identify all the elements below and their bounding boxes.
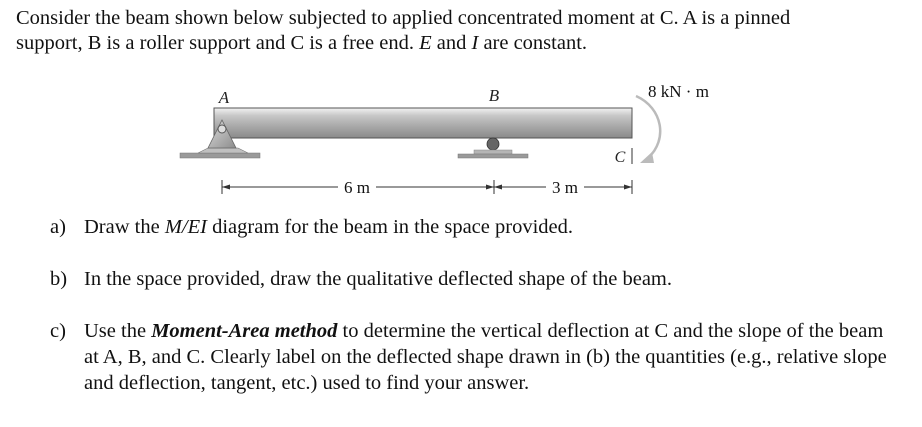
- question-a-letter: a): [50, 216, 66, 238]
- intro-end: are constant.: [478, 32, 588, 54]
- question-b: [50, 266, 900, 292]
- dim-bc-label: 3 m: [552, 178, 578, 197]
- intro-line-1: Consider the beam shown below subjected to applied concentrated moment at C. A is a pinned: [16, 7, 791, 29]
- intro-and: and: [431, 32, 472, 54]
- dim-ab-label: 6 m: [344, 178, 370, 197]
- label-a: A: [218, 88, 230, 107]
- roller-support-b: [458, 138, 528, 158]
- intro-line-2: support, B is a roller support and C is a free end.: [16, 32, 420, 54]
- moment-label: 8 kN · m: [648, 82, 709, 101]
- question-c-text: Use the Moment-Area method to determine the vertical deflection at C and the slope of the beam at A, B, and C. Clearly label on the deflected shape drawn in (b) the quantities (e.g., relative slope and deflection, tangent, etc.) used to find your answer.: [84, 320, 887, 394]
- question-c: [50, 318, 900, 396]
- moment-area-method: Moment-Area method: [151, 320, 338, 342]
- moment-arrow: [636, 96, 660, 163]
- m-ei-symbol: M/EI: [164, 216, 207, 238]
- label-c: C: [614, 149, 626, 166]
- question-b-letter: b): [50, 268, 68, 290]
- question-c-letter: c): [50, 320, 66, 342]
- symbol-I: I: [471, 32, 479, 54]
- symbol-E: E: [419, 32, 432, 54]
- question-a-text: Draw the M/EI diagram for the beam in the space provided.: [84, 216, 573, 238]
- label-b: B: [488, 86, 500, 105]
- beam: [214, 108, 632, 138]
- question-b-text: In the space provided, draw the qualitative deflected shape of the beam.: [84, 268, 672, 290]
- question-a: [50, 214, 900, 240]
